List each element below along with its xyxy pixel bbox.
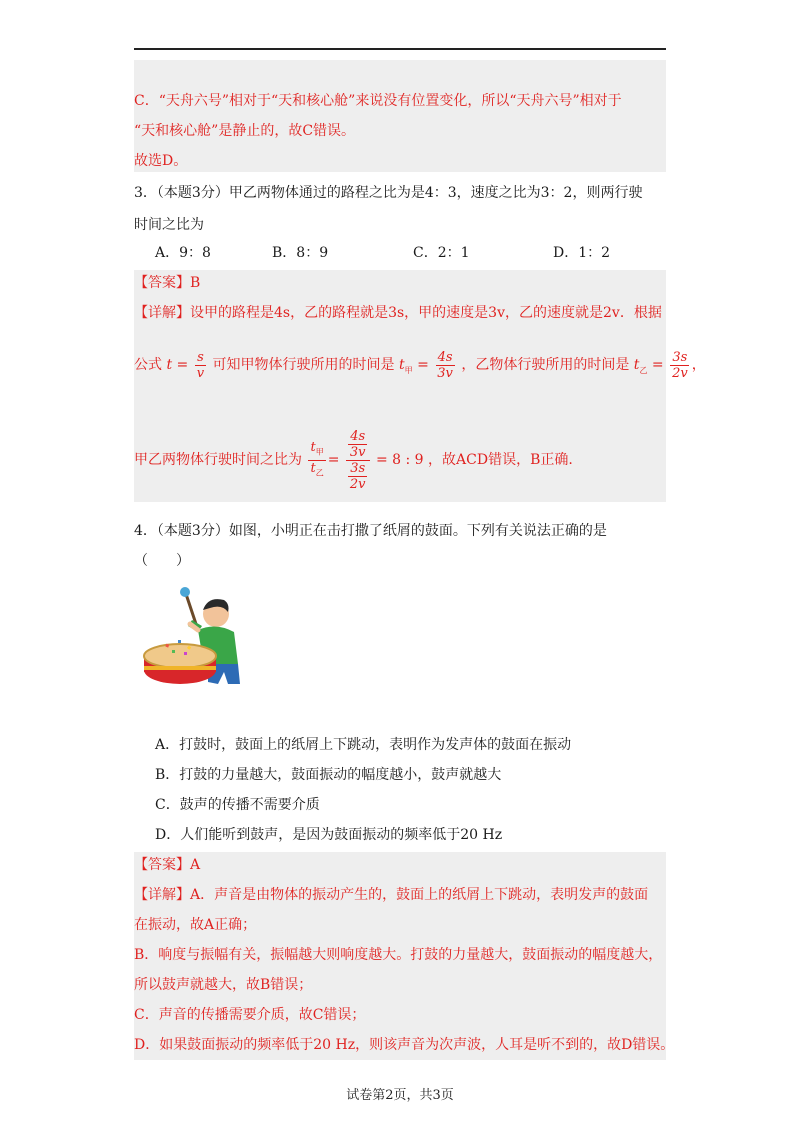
q3-formula-line: 公式 t = $\frac{s}{v}$ 可知甲物体行驶所用的时间是 $t_甲$ = $\frac{4s}{3v}$ ，乙物体行驶所用的时间是 $t_乙$ = $\frac{3s}{2v}$ ， bbox=[134, 349, 706, 381]
q3-ratio-line: 甲乙两物体行驶时间之比为 $\frac{t_甲}{t_乙}$ = $\frac{\frac{4s}{3v}}{\frac{3s}{2v}}$ = 8 : 9 ，故ACD错误，B正确. bbox=[134, 428, 573, 492]
q3-option-a: A．9：8 bbox=[155, 245, 211, 261]
q4-detail-text-0: A．声音是由物体的振动产生的，鼓面上的纸屑上下跳动，表明发声的鼓面 bbox=[190, 887, 649, 903]
q4-stem-line1: 4．（本题3分）如图，小明正在击打撒了纸屑的鼓面。下列有关说法正确的是 bbox=[134, 523, 607, 539]
ratio-left-den: $t_乙$ bbox=[310, 460, 324, 478]
t-jia-fraction bbox=[435, 350, 455, 381]
jia-den: 3v bbox=[437, 365, 453, 381]
q3-option-c: C．2：1 bbox=[413, 245, 470, 261]
q3-detail-line1 bbox=[134, 304, 662, 322]
q3-detail-text: 设甲的路程是4s，乙的路程就是3s，甲的速度是3v，乙的速度就是2v．根据 bbox=[190, 305, 662, 321]
boy-drum-illustration bbox=[138, 586, 248, 702]
q3-stem-line1: 3．（本题3分）甲乙两物体通过的路程之比为是4：3，速度之比为3：2，则两行驶 bbox=[134, 185, 643, 201]
q4-option-a: A．打鼓时，鼓面上的纸屑上下跳动，表明作为发声体的鼓面在振动 bbox=[155, 737, 572, 753]
ratio-compound-fraction bbox=[346, 429, 370, 492]
q3-answer: 【答案】B bbox=[134, 275, 201, 291]
formula-num: s bbox=[197, 349, 204, 365]
q4-detail-line4: 所以鼓声就越大，故B错误； bbox=[134, 977, 313, 993]
q2-answer-block bbox=[134, 60, 666, 172]
q4-option-d: D．人们能听到鼓声，是因为鼓面振动的频率低于20 Hz bbox=[155, 827, 503, 843]
formula-t: t = bbox=[166, 357, 189, 373]
ratio-result: = 8 : 9 bbox=[375, 452, 424, 468]
ratio-bottom: $\frac{3s}{2v}$ bbox=[349, 460, 366, 492]
q2-conclusion: 故选D。 bbox=[134, 153, 188, 169]
q3-stem-line2: 时间之比为 bbox=[134, 217, 204, 233]
t-yi: t bbox=[633, 357, 640, 373]
q2-detail-line2: “天和核心舱”是静止的，故C错误。 bbox=[134, 123, 356, 139]
q4-detail-line5: C．声音的传播需要介质，故C错误； bbox=[134, 1007, 366, 1023]
ratio-left-num: $t_甲$ bbox=[308, 440, 325, 461]
ratio-left-fraction bbox=[308, 440, 325, 480]
ratio-suffix: ，故ACD错误，B正确. bbox=[428, 452, 573, 468]
page-footer: 试卷第2页，共3页 bbox=[346, 1088, 454, 1103]
t-jia: t bbox=[398, 357, 405, 373]
detail-label: 【详解】 bbox=[134, 305, 190, 321]
t-yi-fraction bbox=[670, 350, 690, 381]
t-yi-sub: 乙 bbox=[639, 365, 648, 375]
ratio-prefix: 甲乙两物体行驶时间之比为 bbox=[134, 452, 302, 468]
q4-option-b: B．打鼓的力量越大，鼓面振动的幅度越小，鼓声就越大 bbox=[155, 767, 502, 783]
q3-option-b: B．8：9 bbox=[272, 245, 329, 261]
formula-den: v bbox=[196, 365, 205, 381]
header-rule bbox=[134, 48, 666, 50]
t-jia-sub: 甲 bbox=[404, 365, 413, 375]
formula-s-over-v bbox=[195, 350, 206, 381]
q4-detail-line6: D．如果鼓面振动的频率低于20 Hz，则该声音为次声波，人耳是听不到的，故D错误。 bbox=[134, 1037, 675, 1053]
yi-den: 2v bbox=[672, 365, 688, 381]
yi-num: 3s bbox=[672, 349, 688, 365]
q2-detail-line1: C．“天舟六号”相对于“天和核心舱”来说没有位置变化，所以“天舟六号”相对于 bbox=[134, 93, 622, 109]
formula-prefix: 公式 bbox=[134, 357, 162, 373]
q3-option-d: D．1：2 bbox=[553, 245, 611, 261]
q4-detail-line3: B．响度与振幅有关，振幅越大则响度越大。打鼓的力量越大，鼓面振动的幅度越大， bbox=[134, 947, 663, 963]
q4-detail-line2: 在振动，故A正确； bbox=[134, 917, 257, 933]
detail-label: 【详解】 bbox=[134, 887, 190, 903]
text-yi-time: ，乙物体行驶所用的时间是 bbox=[461, 357, 630, 373]
q4-stem-line2: （ ） bbox=[134, 553, 190, 569]
jia-num: 4s bbox=[437, 349, 453, 365]
q4-detail-line1 bbox=[134, 886, 648, 904]
q4-option-c: C．鼓声的传播不需要介质 bbox=[155, 797, 320, 813]
q4-answer: 【答案】A bbox=[134, 857, 201, 873]
text-jia-time: 可知甲物体行驶所用的时间是 bbox=[212, 357, 395, 373]
ratio-top: $\frac{4s}{3v}$ bbox=[346, 429, 370, 461]
